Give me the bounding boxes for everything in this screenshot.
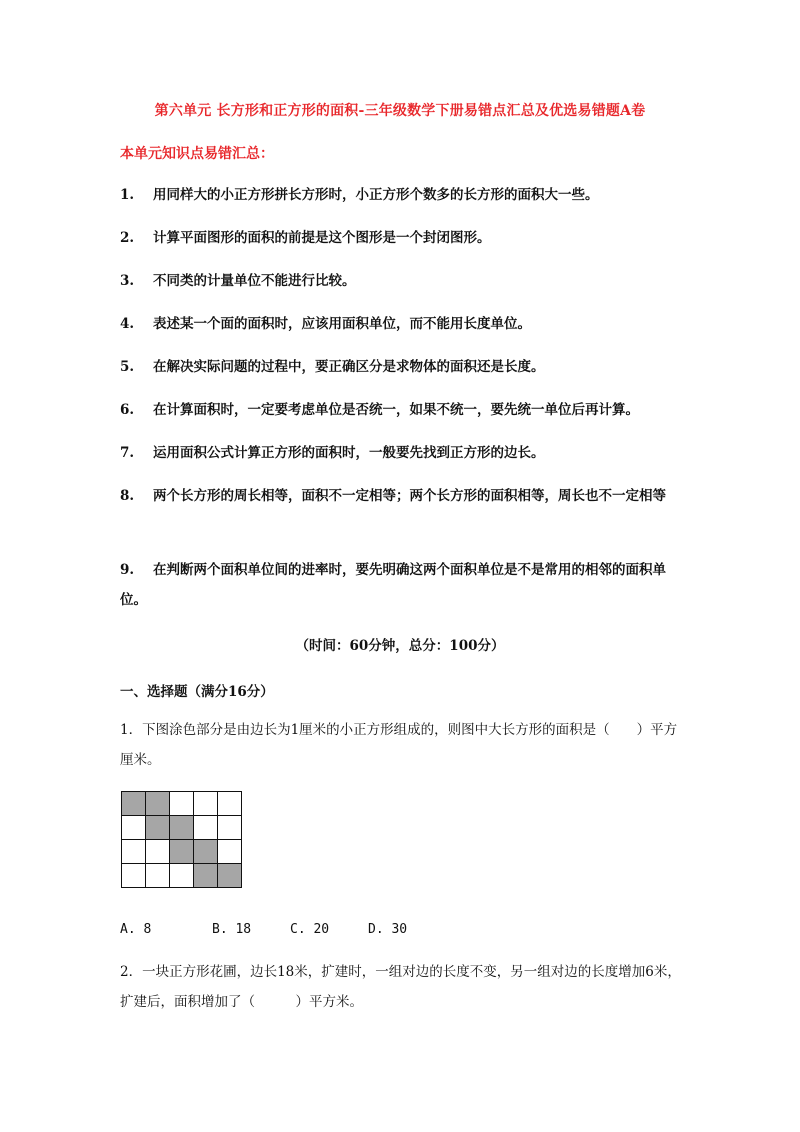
grid-row [122,792,242,816]
grid-cell-shaded [146,816,170,840]
list-item [120,395,690,425]
grid-cell [194,816,218,840]
grid-cell [218,840,242,864]
grid-row [122,864,242,888]
option-a[interactable]: A. 8 [120,922,152,937]
option-d[interactable]: D. 30 [368,922,408,937]
document-title: 第六单元 长方形和正方形的面积-三年级数学下册易错点汇总及优选易错题A卷 [154,103,646,119]
item-number: 2. [120,230,135,246]
item-number: 8. [120,488,135,504]
item-number: 9. [120,562,135,578]
list-item [120,180,690,210]
list-item [120,481,690,511]
item-number: 4. [120,316,135,332]
item-number: 7. [120,445,135,461]
exam-meta: （时间：60分钟，总分：100分） [295,638,505,654]
option-b[interactable]: B. 18 [212,922,252,937]
item-text: 在解决实际问题的过程中，要正确区分是求物体的面积还是长度。 [153,359,545,375]
answer-options [120,922,407,937]
grid-cell-shaded [194,840,218,864]
grid-cell [146,864,170,888]
item-number: 6. [120,402,135,418]
grid-cell-shaded [146,792,170,816]
grid-cell-shaded [194,864,218,888]
grid-cell [170,792,194,816]
grid-cell [194,792,218,816]
grid-cell [122,816,146,840]
list-item [120,438,690,468]
item-text: 不同类的计量单位不能进行比较。 [153,273,356,289]
grid-cell [122,840,146,864]
item-text: 表述某一个面的面积时，应该用面积单位，而不能用长度单位。 [153,316,531,332]
grid-cell [218,816,242,840]
list-item [120,555,690,615]
item-number: 5. [120,359,135,375]
item-text: 计算平面图形的面积的前提是这个图形是一个封闭图形。 [153,230,491,246]
grid-cell [170,864,194,888]
question-2-text: 2．一块正方形花圃，边长18米，扩建时，一组对边的长度不变，另一组对边的长度增加6米，扩建后，面积增加了（ ）平方米。 [120,964,681,1010]
item-text: 在判断两个面积单位间的进率时，要先明确这两个面积单位是不是常用的相邻的面积单位。 [120,562,666,608]
grid-cell [218,792,242,816]
grid-cell-shaded [122,792,146,816]
item-text: 运用面积公式计算正方形的面积时，一般要先找到正方形的边长。 [153,445,545,461]
option-c[interactable]: C. 20 [290,922,330,937]
grid-cell [122,864,146,888]
section-heading: 一、选择题（满分16分） [120,684,274,700]
shaded-grid-figure [121,791,242,888]
item-number: 1. [120,187,135,203]
grid-cell-shaded [170,816,194,840]
list-item [120,266,690,296]
summary-heading: 本单元知识点易错汇总： [120,146,274,162]
grid-row [122,816,242,840]
item-text: 两个长方形的周长相等，面积不一定相等；两个长方形的面积相等，周长也不一定相等 [153,488,666,504]
grid-cell-shaded [218,864,242,888]
item-number: 3. [120,273,135,289]
question-1-text: 1．下图涂色部分是由边长为1厘米的小正方形组成的，则图中大长方形的面积是（ ）平方厘米。 [120,722,678,768]
grid-cell [146,840,170,864]
list-item [120,309,690,339]
grid-cell-shaded [170,840,194,864]
grid-row [122,840,242,864]
list-item [120,223,690,253]
list-item [120,352,690,382]
item-text: 用同样大的小正方形拼长方形时，小正方形个数多的长方形的面积大一些。 [153,187,599,203]
item-text: 在计算面积时，一定要考虑单位是否统一，如果不统一，要先统一单位后再计算。 [153,402,639,418]
